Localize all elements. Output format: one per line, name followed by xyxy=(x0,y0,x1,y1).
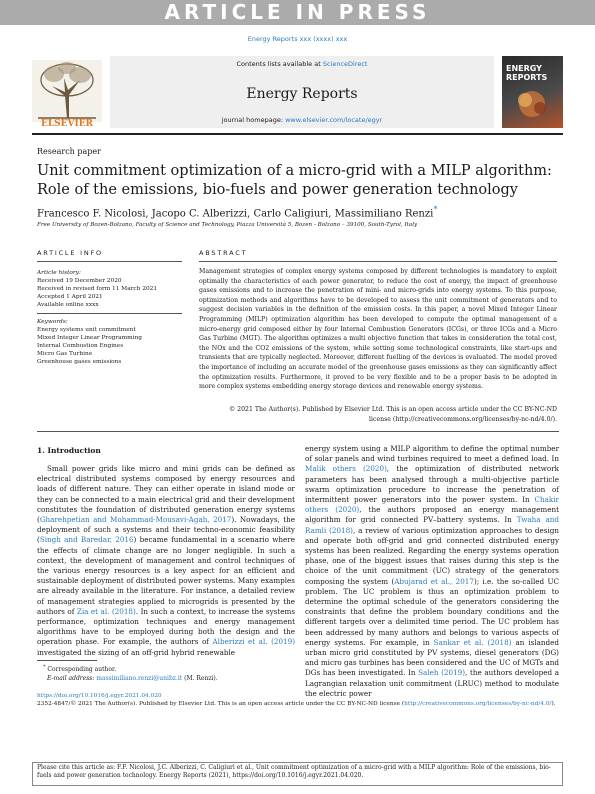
citation-link[interactable]: Twaha and Ramli (2018) xyxy=(305,515,559,535)
affiliation: Free University of Bozen-Bolzano, Faculty of Science and Technology, Piazza Università 5, Bozen - Bolzano – 39100, South-Tyrol, Italy xyxy=(37,222,418,228)
elsevier-wordmark: ELSEVIER xyxy=(40,119,94,129)
author-list xyxy=(37,204,438,219)
article-in-press-banner: ARTICLE IN PRESS xyxy=(0,0,595,25)
keyword-item: Micro Gas Turbine xyxy=(37,351,93,357)
body-left-column xyxy=(37,446,295,658)
journal-header xyxy=(32,56,563,135)
article-info-heading: ARTICLE INFO xyxy=(37,249,103,257)
citation-link[interactable]: Alberizzi et al. (2019) xyxy=(212,637,295,647)
citation-link[interactable]: Saleh (2019) xyxy=(418,668,466,678)
citation-link[interactable]: Abujarad et al., 2017 xyxy=(394,576,474,586)
copyright-line-2[interactable]: license (http://creativecommons.org/licenses/by-nc-nd/4.0/). xyxy=(369,415,557,423)
email-link[interactable]: massimiliano.renzi@unibz.it xyxy=(96,674,183,682)
doi-link[interactable]: https://doi.org/10.1016/j.egyr.2021.04.020 xyxy=(37,693,162,699)
article-title xyxy=(37,162,557,200)
citation-box: Please cite this article as: F.F. Nicolosi, J.C. Alberizzi, C. Caligiuri et al., Unit commitment optimization of a micro-grid with a MILP algorithm: Role of the emissions, bio-fuels and power generation technology. Energy Reports (2021), https://doi.org/10.1016/j.egyr.2021.04.020. xyxy=(32,762,563,786)
info-divider xyxy=(37,313,182,314)
journal-info-box xyxy=(110,56,494,128)
citation-link[interactable]: Malik others (2020) xyxy=(305,464,387,474)
contents-prefix: Contents lists available at xyxy=(236,60,323,68)
history-accepted: Accepted 1 April 2021 xyxy=(37,294,103,300)
journal-title: Energy Reports xyxy=(246,86,358,102)
cover-title: ENERGY REPORTS xyxy=(506,64,548,82)
article-type: Research paper xyxy=(37,147,101,156)
email-suffix: (M. Renzi). xyxy=(182,674,218,682)
journal-reference-link[interactable]: Energy Reports xxx (xxxx) xxx xyxy=(247,35,348,43)
keyword-item: Mixed Integer Linear Programming xyxy=(37,335,142,341)
footnote-rule xyxy=(37,660,97,661)
title-line-2: Role of the emissions, bio-fuels and power generation technology xyxy=(37,182,518,198)
history-label: Article history: xyxy=(37,270,81,276)
footnote-mark: * xyxy=(43,664,46,670)
abstract-bottom-rule xyxy=(37,431,559,432)
citation-link[interactable]: Zia et al. (2018) xyxy=(76,606,136,616)
keywords-block xyxy=(37,318,177,366)
abstract-heading: ABSTRACT xyxy=(199,249,248,257)
corresponding-author-mark[interactable]: * xyxy=(433,204,438,214)
keywords-label: Keywords: xyxy=(37,319,68,325)
citation-link[interactable]: Gharehpetian and Mohammad-Mousavi-Agah, 2017 xyxy=(39,515,232,525)
section-title: 1. Introduction xyxy=(37,446,101,455)
abstract-text: Management strategies of complex energy systems composed by different technologies is mandatory to exploit optimally the characteristics of each power generator, to reduce the cost of energy, the impact of greenhouse gases emissions and to increase the penetration of mini- and micro-grids into energy systems. To this purpose, optimization methods and algorithms have to be developed to assess the unit commitment of generators and to suggest decision variables in the definition of the emission costs. In this paper, a novel Mixed Integer Linear Programming (MILP) optimization algorithm has been developed to compute the optimal management of a micro-energy grid composed either by four Internal Combustion Generators (ICGs), or three ICGs and a Micro Gas Turbine (MGT). The algorithm optimizes a multi objective function that takes in consideration the total cost, the NOx and the CO2 emissions of the system, while setting some technological constraints, like start-ups and transients that are typically neglected. Moreover, different fuelling of the devices is evaluated. The model proved the importance of including an accurate model of the greenhouse gases emissions as they can significantly affect the optimization results. Furthermore, it proved to be very flexible and to be a proper basis to be adopted in more complex systems embedding energy storage devices and renewable energy systems. xyxy=(199,268,557,391)
history-received: Received 19 December 2020 xyxy=(37,278,122,284)
article-info-rule xyxy=(37,261,182,262)
authors: Francesco F. Nicolosi, Jacopo C. Alberizzi, Carlo Caligiuri, Massimiliano Renzi xyxy=(37,208,434,220)
homepage-line xyxy=(110,116,494,124)
title-line-1: Unit commitment optimization of a micro-grid with a MILP algorithm: xyxy=(37,163,552,179)
history-revised: Received in revised form 11 March 2021 xyxy=(37,286,158,292)
journal-homepage-link[interactable]: www.elsevier.com/locate/egyr xyxy=(285,116,383,124)
keyword-item: Greenhouse gases emissions xyxy=(37,359,122,365)
cover-graphic-icon xyxy=(510,88,555,120)
keyword-item: Internal Combustion Engines xyxy=(37,343,124,349)
sciencedirect-link[interactable]: ScienceDirect xyxy=(322,60,368,68)
body-paragraph: energy system using a MILP algorithm to define the optimal number of solar panels and wind turbines required to meet a defined load. In Malik others (2020), the optimization of distributed network parameters has been analysed through a multi-objective particle swarm optimization procedure to increase the penetration of intermittent power generators into the power system. In Chakir others (2020), the authors proposed an energy management algorithm for grid connected PV–battery systems. In Twaha and Ramli (2018), a review of various optimization approaches to design and operate both off-grid and grid connected distributed energy systems has been realized. Regarding the energy systems operation phase, one of the biggest issues that raises during this step is the choice of the unit commitment (UC) strategy of the generators composing the system (Abujarad et al., 2017); i.e. the so-called UC problem. The UC problem is thus an optimization problem to determine the optimal schedule of the generators considering the constraints that define the problem boundary conditions and the different targets over a delimited time period. The UC problem has been addressed by many authors and belongs to various aspects of energy systems. For example, in Sankar et al. (2018) an islanded urban micro grid constituted by PV systems, diesel generators (DG) and micro gas turbines has been considered and the UC of MGTs and DGs has been investigated. In Saleh (2019), the authors developed a Lagrangian relaxation unit commitment (LRUC) method to modulate the electric power xyxy=(305,444,560,698)
citation-link[interactable]: Singh and Baredar, 2016 xyxy=(39,535,134,545)
history-online: Available online xxxx xyxy=(37,302,99,308)
keyword-item: Energy systems unit commitment xyxy=(37,327,136,333)
elsevier-tree-logo xyxy=(32,56,102,126)
abstract-copyright xyxy=(199,405,557,424)
body-right-column xyxy=(305,444,559,699)
abstract-rule xyxy=(199,261,557,262)
license-link[interactable]: http://creativecommons.org/licenses/by-nc-nd/4.0/ xyxy=(404,701,552,707)
copyright-line-1: © 2021 The Author(s). Published by Elsevier Ltd. This is an open access article under the CC BY-NC-ND xyxy=(229,406,557,413)
article-history xyxy=(37,269,177,309)
email-label: E-mail address: xyxy=(47,674,97,682)
license-statement: 2352-4847/© 2021 The Author(s). Published by Elsevier Ltd. This is an open access article under the CC BY-NC-ND license ( xyxy=(37,701,405,707)
citation-link[interactable]: Chakir others (2020) xyxy=(305,495,559,515)
body-paragraph: Small power grids like micro and mini grids can be defined as electrical distributed systems composed by energy resources and loads of different nature. They can either operate in island mode or they can be connected to a main electrical grid and their development constitutes the foundation of distributed generation energy systems (Gharehpetian and Mohammad-Mousavi-Agah, 2017). Nowadays, the deployment of such a systems and their techno-economic feasibility (Singh and Baredar, 2016) became fundamental in a scenario where the effects of climate change are no longer negligible. In such a context, the development of management and control techniques of the various energy resources is a key aspect for an efficient and sustainable deployment of distributed power systems. Many examples are already available in the literature. For instance, a detailed review of management strategies applied to microgrids is presented by the authors of Zia et al. (2018). In such a context, to increase the systems performance, optimization techniques and energy management algorithms have to be employed during both the design and the operation phase. For example, the authors of Alberizzi et al. (2019) investigated the sizing of an off-grid hybrid renewable xyxy=(37,464,296,657)
doi-block: https://doi.org/10.1016/j.egyr.2021.04.020 2352-4847/© 2021 The Author(s). Published by Elsevier Ltd. This is an open access article under the CC BY-NC-ND license (http://creativecommons.org/licenses/by-nc-nd/4.0/). xyxy=(37,693,556,707)
contents-line xyxy=(110,60,494,68)
corresponding-author-footnote xyxy=(37,660,297,683)
journal-cover-image xyxy=(502,56,563,128)
citation-link[interactable]: Sankar et al. (2018) xyxy=(433,637,512,647)
footnote-label: Corresponding author. xyxy=(47,666,117,673)
homepage-prefix: journal homepage: xyxy=(221,116,286,124)
